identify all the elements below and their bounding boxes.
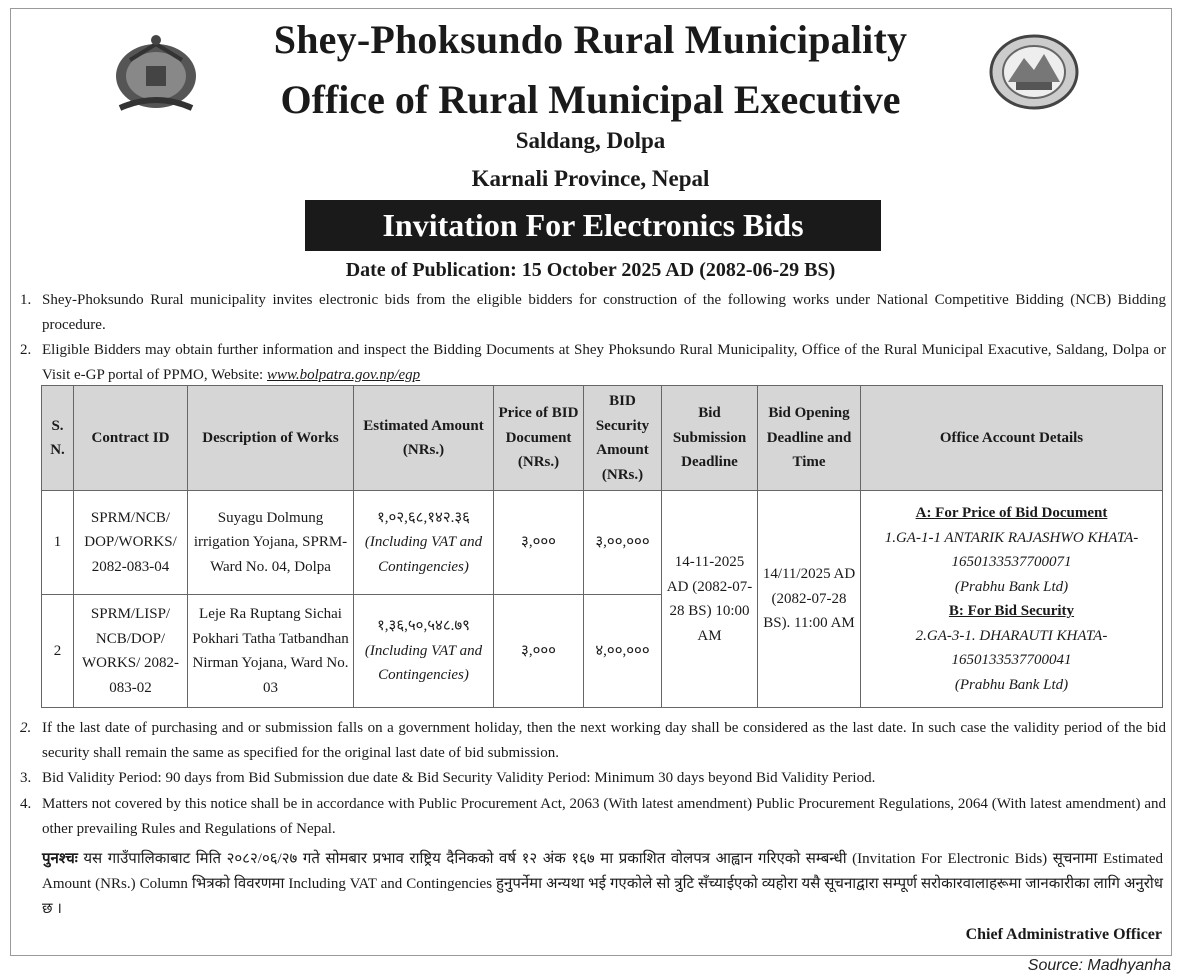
column-header: Office Account Details bbox=[861, 386, 1163, 491]
office-location: Saldang, Dolpa bbox=[515, 128, 666, 153]
cell-description: Suyagu Dolmung irrigation Yojana, SPRM-Ward No. 04, Dolpa bbox=[188, 491, 354, 595]
notice-title-banner: Invitation For Electronics Bids bbox=[305, 200, 881, 251]
cell-contract-id: SPRM/LISP/ NCB/DOP/ WORKS/ 2082-083-02 bbox=[74, 595, 188, 708]
source-credit: Source: Madhyanha bbox=[1027, 957, 1171, 974]
column-header: BID Security Amount (NRs.) bbox=[584, 386, 662, 491]
clause-item: 2. If the last date of purchasing and or submission falls on a government holiday, then the next working day shall be considered as the last date. In such case the validity period of the bid security shall remain the same as specified for the original last date of bid submission. bbox=[20, 720, 1166, 761]
column-header: Estimated Amount (NRs.) bbox=[354, 386, 494, 491]
cell-bid-security: ३,००,००० bbox=[584, 491, 662, 595]
cell-submission-deadline: 14-11-2025 AD (2082-07-28 BS) 10:00 AM bbox=[662, 491, 758, 708]
column-header: Price of BID Document (NRs.) bbox=[494, 386, 584, 491]
column-header: Contract ID bbox=[74, 386, 188, 491]
intro-item: 1. Shey-Phoksundo Rural municipality invites electronic bids from the eligible bidders for construction of the following works under National Competitive Bidding (NCB) Bidding procedure. bbox=[20, 292, 1166, 333]
publication-date: Date of Publication: 15 October 2025 AD (2082-06-29 BS) bbox=[345, 259, 836, 281]
clause-item: 4. Matters not covered by this notice shall be in accordance with Public Procurement Act, 2063 (With latest amendment) Public Procurement Regulations, 2064 (With latest amendment) and other prevailing Rules and Regulations of Nepal. bbox=[20, 796, 1166, 837]
column-header: Bid Submission Deadline bbox=[662, 386, 758, 491]
municipality-name: Shey-Phoksundo Rural Municipality bbox=[273, 17, 908, 62]
table-row bbox=[42, 491, 1163, 595]
table-header-row bbox=[42, 386, 1163, 491]
signatory: Chief Administrative Officer bbox=[965, 926, 1162, 943]
cell-price-doc: ३,००० bbox=[494, 595, 584, 708]
cell-sn: 2 bbox=[42, 595, 74, 708]
cell-price-doc: ३,००० bbox=[494, 491, 584, 595]
column-header: Description of Works bbox=[188, 386, 354, 491]
province: Karnali Province, Nepal bbox=[471, 166, 710, 191]
clause-item: 3. Bid Validity Period: 90 days from Bid Submission due date & Bid Security Validity Period: Minimum 30 days beyond Bid Validity Period. bbox=[20, 770, 876, 786]
bid-table bbox=[41, 385, 1163, 708]
postscript-label: पुनश्चः bbox=[42, 851, 78, 867]
cell-estimated-amount: १,०२,६८,१४२.३६ (Including VAT and Contingencies) bbox=[354, 491, 494, 595]
cell-opening-deadline: 14/11/2025 AD (2082-07-28 BS). 11:00 AM bbox=[758, 491, 861, 708]
postscript-note: पुनश्चः यस गाउँपालिकाबाट मिति २०८२/०६/२७ गते सोमबार प्रभाव राष्ट्रिय दैनिकको वर्ष १२ अंक १६७ मा प्रकाशित वोलपत्र आह्वान गरिएको सम्बन्धी (Invitation For Electronic Bids) सूचनामा Estimated Amount (NRs.) Column भित्रको विवरणमा Including VAT and Contingencies हुनुपर्नेमा अन्यथा भई गएकोले सो त्रुटि सँच्याईएको व्यहोरा यसै सूचनाद्वारा सम्पूर्ण सरोकारवालाहरूमा जानकारीका लागि अनुरोध छ । bbox=[42, 851, 1163, 917]
cell-contract-id: SPRM/NCB/ DOP/WORKS/ 2082-083-04 bbox=[74, 491, 188, 595]
cell-sn: 1 bbox=[42, 491, 74, 595]
cell-description: Leje Ra Ruptang Sichai Pokhari Tatha Tatbandhan Nirman Yojana, Ward No. 03 bbox=[188, 595, 354, 708]
office-name: Office of Rural Municipal Executive bbox=[280, 77, 901, 122]
intro-item: 2. Eligible Bidders may obtain further information and inspect the Bidding Documents at Shey Phoksundo Rural Municipality, Office of the Rural Municipal Exacutive, Saldang, Dolpa or Visit e-GP portal of PPMO, Website: www.bolpatra.gov.np/egp bbox=[20, 342, 1166, 383]
column-header: Bid Opening Deadline and Time bbox=[758, 386, 861, 491]
cell-estimated-amount: १,३६,५०,५४८.७९ (Including VAT and Contingencies) bbox=[354, 595, 494, 708]
cell-account-details: A: For Price of Bid Document 1.GA-1-1 ANTARIK RAJASHWO KHATA-1650133537700071 (Prabhu Bank Ltd) B: For Bid Security 2.GA-3-1. DHARAUTI KHATA-1650133537700041 (Prabhu Bank Ltd) bbox=[861, 491, 1163, 708]
bolpatra-link[interactable]: www.bolpatra.gov.np/egp bbox=[266, 366, 421, 383]
cell-bid-security: ४,००,००० bbox=[584, 595, 662, 708]
column-header: S. N. bbox=[42, 386, 74, 491]
